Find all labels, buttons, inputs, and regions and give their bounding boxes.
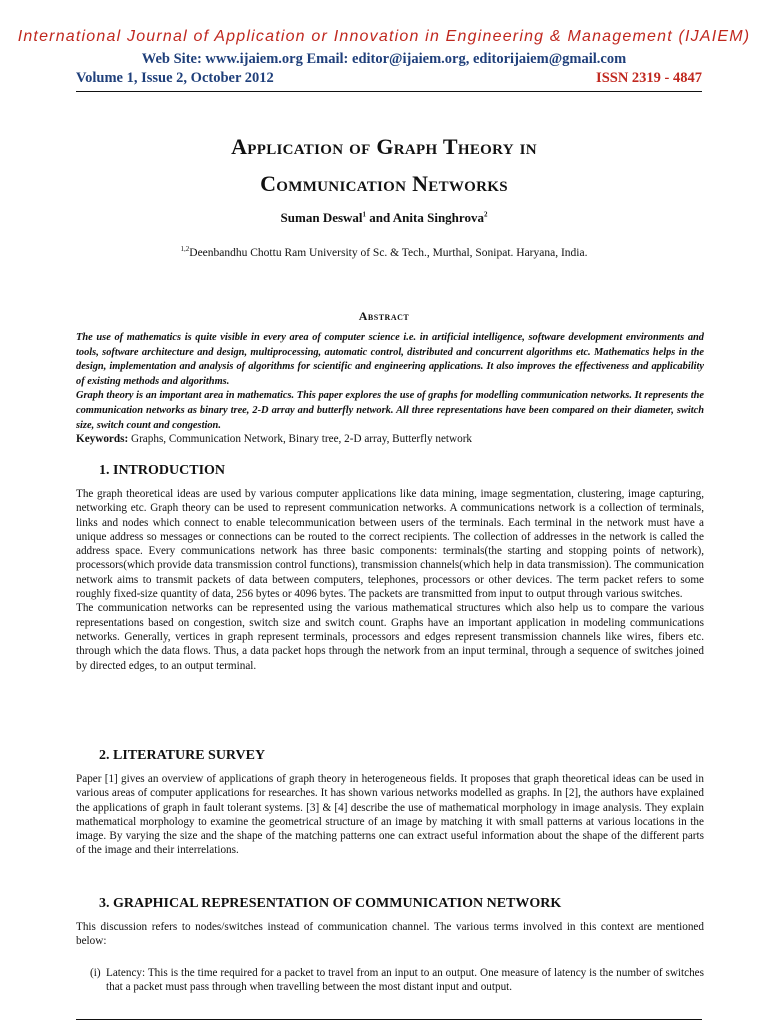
abstract-paragraph: Graph theory is an important area in mathematics. This paper explores the use of graphs for modelling communication networks. It represents the communication networks as binary tree, 2-D array and butterfly network. All three representations have been compared on their diameter, switch size, switch count and congestion. <box>76 390 704 431</box>
section-heading-graphical-representation: 3. GRAPHICAL REPRESENTATION OF COMMUNICATION NETWORK <box>99 896 562 911</box>
journal-title: International Journal of Application or Innovation in Engineering & Management (IJAIEM) <box>17 28 751 45</box>
issn: ISSN 2319 - 4847 <box>596 70 702 86</box>
section-heading-introduction: 1. INTRODUCTION <box>99 463 226 478</box>
author-superscript: 1 <box>362 210 367 219</box>
paper-title-line-2: Communication Networks <box>260 171 508 196</box>
introduction-body <box>76 487 704 673</box>
affiliation <box>0 245 768 259</box>
body-paragraph: This discussion refers to nodes/switches instead of communication channel. The various terms involved in this context are mentioned below: <box>76 921 704 948</box>
journal-contact-line: Web Site: www.ijaiem.org Email: editor@ijaiem.org, editorijaiem@gmail.com <box>141 51 627 67</box>
keywords-label: Keywords: <box>76 433 129 445</box>
header-rule <box>76 91 702 92</box>
body-paragraph: The graph theoretical ideas are used by various computer applications like data mining, image segmentation, clustering, image capturing, networking etc. Graph theory can be used to represent communication networks. A communications network is a collection of terminals, links and nodes which connect to enable telecommunication between users of the terminals. Each terminal in the network must have a unique address so messages or connections can be routed to the correct recipients. The collection of addresses in the network is called the address space. Every communications network has three basic components: terminals(the starting and stopping points of network), processors(which provide data transmission control functions), transmission channels(which help in data transmission). The communication network aims to transmit packets of data between computers, telephones, processors or other devices. The term packet refers to some roughly fixed-size quantity of data, 256 bytes or 4096 bytes. The packets are transmitted from input to output through various switches. <box>76 488 704 601</box>
abstract-body <box>76 331 704 433</box>
author-name: Anita Singhrova <box>392 210 484 225</box>
keywords-list: Graphs, Communication Network, Binary tree, 2-D array, Butterfly network <box>128 433 473 445</box>
affiliation-superscript: 1,2 <box>180 245 190 253</box>
author-name: Suman Deswal <box>280 210 363 225</box>
literature-survey-body <box>76 772 704 858</box>
affiliation-text: Deenbandhu Chottu Ram University of Sc. & Tech., Murthal, Sonipat. Haryana, India. <box>189 246 588 259</box>
author-superscript: 2 <box>483 210 488 219</box>
author-separator: and <box>366 210 393 225</box>
author-list <box>0 210 768 226</box>
abstract-paragraph: The use of mathematics is quite visible in every area of computer science i.e. in artificial intelligence, software development environments and tools, software architecture and design, multiprocessing, automatic control, distributed and concurrent algorithms etc. Mathematics helps in the design, implementation and analysis of algorithms for scientific and engineering applications. It also improves the effectiveness and applicability of existing methods and algorithms. <box>76 332 704 387</box>
abstract-heading: Abstract <box>358 309 410 323</box>
paper-title <box>0 128 768 202</box>
section-heading-literature-survey: 2. LITERATURE SURVEY <box>99 748 266 763</box>
list-item-number: (i) <box>90 967 101 979</box>
body-paragraph: The communication networks can be represented using the various mathematical structures which also help us to compare the various representations based on congestion, switch size and switch count. Graphs have an important application in modeling communications networks. Generally, vertices in graph represent terminals, processors and edges represent transmission channels like wires, fibers etc. through which the data flows. Thus, a data packet hops through the network from an input terminal, through a sequence of switches joined by directed edges, to an output terminal. <box>76 602 704 672</box>
body-paragraph: Paper [1] gives an overview of applications of graph theory in heterogeneous fields. It proposes that graph theoretical ideas can be used in various areas of computer applications for researches. It has shown various networks modelled as graphs. In [2], the authors have explained the applications of graph in fault tolerant systems. [3] & [4] describe the use of mathematical morphology in image analysis. They explain mathematical morphology to examine the geometrical structure of an image by matching it with small patterns at various locations in the image. By varying the size and the shape of the matching patterns one can extract useful information about the shape of the different parts of the image and their interrelations. <box>76 773 704 857</box>
list-item-text: Latency: This is the time required for a packet to travel from an input to an output. One measure of latency is the number of switches that a packet must pass through when travelling between the most distant input and output. <box>106 967 704 994</box>
list-item <box>90 966 704 995</box>
keywords <box>76 432 704 446</box>
footer-rule <box>76 1019 702 1020</box>
volume-issue: Volume 1, Issue 2, October 2012 <box>76 70 274 86</box>
graphical-representation-body <box>76 920 704 949</box>
paper-title-line-1: Application of Graph Theory in <box>231 134 537 159</box>
